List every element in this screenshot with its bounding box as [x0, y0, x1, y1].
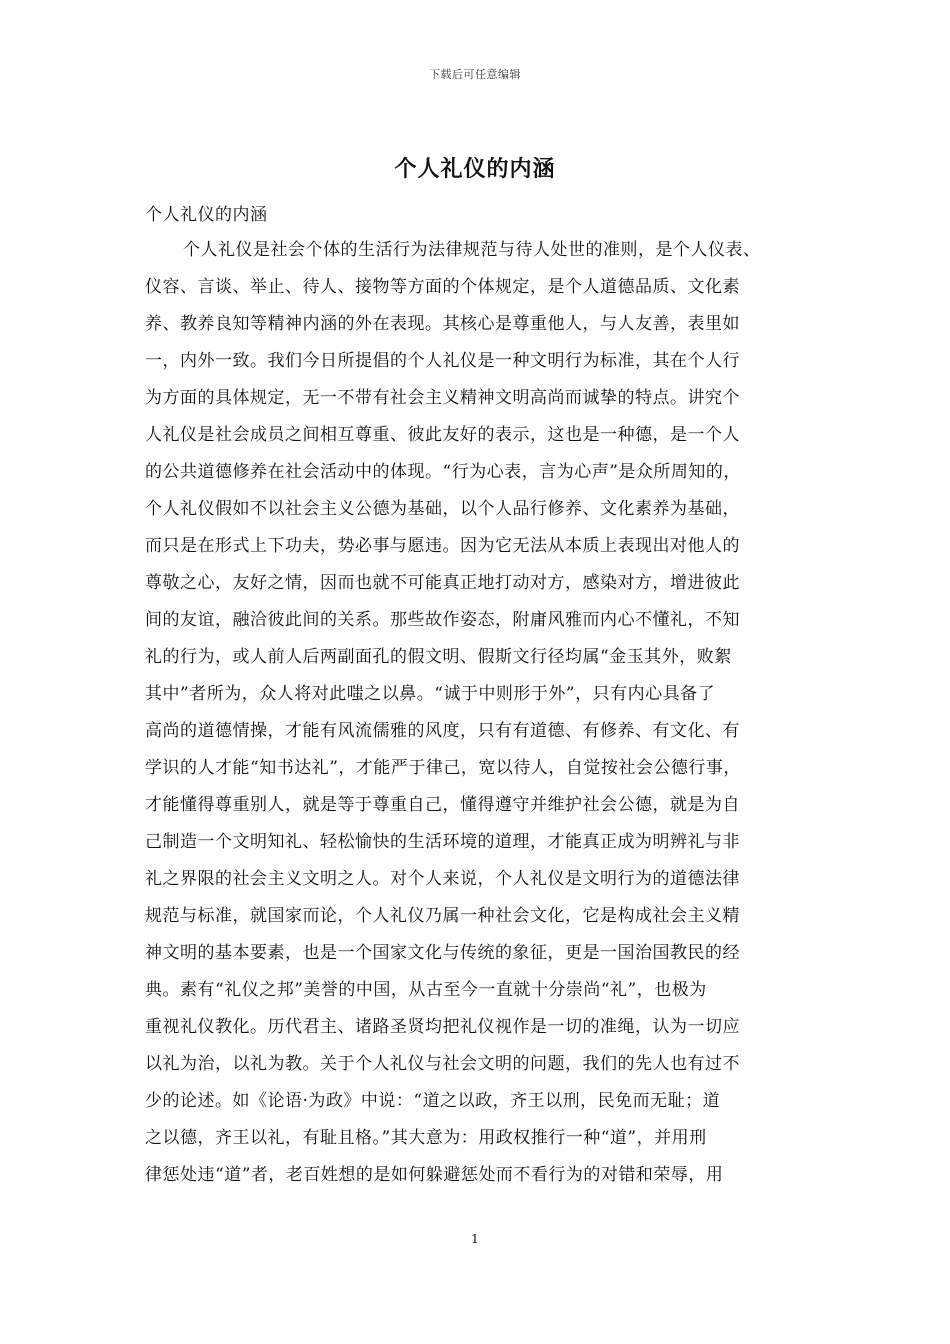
paragraph-line: 而只是在形式上下功夫，势必事与愿违。因为它无法从本质上表现出对他人的 [145, 536, 740, 556]
paragraph-line: 尊敬之心，友好之情，因而也就不可能真正地打动对方，感染对方，增进彼此 [145, 573, 740, 593]
paragraph-line: 养、教养良知等精神内涵的外在表现。其核心是尊重他人，与人友善，表里如 [145, 314, 740, 334]
paragraph-line: 之以德，齐王以礼，有耻且格。”其大意为：用政权推行一种“道”，并用刑 [145, 1128, 707, 1148]
paragraph-line: 神文明的基本要素，也是一个国家文化与传统的象征，更是一国治国教民的经 [145, 943, 740, 963]
paragraph-line: 为方面的具体规定，无一不带有社会主义精神文明高尚而诚挚的特点。讲究个 [145, 388, 740, 408]
paragraph-line: 规范与标准，就国家而论，个人礼仪乃属一种社会文化，它是构成社会主义精 [145, 906, 740, 926]
paragraph-line: 少的论述。如《论语·为政》中说：“道之以政，齐王以刑，民免而无耻；道 [145, 1091, 721, 1111]
paragraph-line: 礼之界限的社会主义文明之人。对个人来说，个人礼仪是文明行为的道德法律 [145, 869, 740, 889]
paragraph-line: 礼的行为，或人前人后两副面孔的假文明、假斯文行径均属“金玉其外，败絮 [145, 647, 732, 667]
paragraph-line: 重视礼仪教化。历代君主、诸路圣贤均把礼仪视作是一切的准绳，认为一切应 [145, 1017, 740, 1037]
paragraph-line: 高尚的道德情操，才能有风流儒雅的风度，只有有道德、有修养、有文化、有 [145, 721, 740, 741]
paragraph-line: 典。素有“礼仪之邦”美誉的中国，从古至今一直就十分崇尚“礼”，也极为 [145, 980, 707, 1000]
paragraph-line: 仪容、言谈、举止、待人、接物等方面的个体规定，是个人道德品质、文化素 [145, 277, 740, 297]
paragraph-line: 个人礼仪是社会个体的生活行为法律规范与待人处世的准则，是个人仪表、 [183, 240, 761, 260]
paragraph-line: 间的友谊，融洽彼此间的关系。那些故作姿态，附庸风雅而内心不懂礼，不知 [145, 610, 740, 630]
paragraph-line: 学识的人才能“知书达礼”，才能严于律己，宽以待人，自觉按社会公德行事， [145, 758, 741, 778]
document-title: 个人礼仪的内涵 [394, 156, 556, 182]
paragraph-line: 以礼为治，以礼为教。关于个人礼仪与社会文明的问题，我们的先人也有过不 [145, 1054, 740, 1074]
paragraph-line: 己制造一个文明知礼、轻松愉快的生活环境的道理，才能真正成为明辨礼与非 [145, 832, 740, 852]
body-paragraph [145, 232, 810, 1194]
paragraph-line: 个人礼仪假如不以社会主义公德为基础，以个人品行修养、文化素养为基础， [145, 499, 740, 519]
page-number: 1 [471, 1232, 479, 1246]
paragraph-line: 人礼仪是社会成员之间相互尊重、彼此友好的表示，这也是一种德，是一个人 [145, 425, 740, 445]
document-subheading: 个人礼仪的内涵 [145, 205, 268, 225]
paragraph-line: 律惩处违“道”者，老百姓想的是如何躲避惩处而不看行为的对错和荣辱，用 [145, 1165, 724, 1185]
paragraph-line: 一，内外一致。我们今日所提倡的个人礼仪是一种文明行为标准，其在个人行 [145, 351, 740, 371]
paragraph-line: 才能懂得尊重别人，就是等于尊重自己，懂得遵守并维护社会公德，就是为自 [145, 795, 740, 815]
paragraph-line: 其中”者所为，众人将对此嗤之以鼻。“诚于中则形于外”，只有内心具备了 [145, 684, 716, 704]
paragraph-line: 的公共道德修养在社会活动中的体现。“行为心表，言为心声”是众所周知的， [145, 462, 741, 482]
page-header: 下载后可任意编辑 [429, 68, 521, 81]
